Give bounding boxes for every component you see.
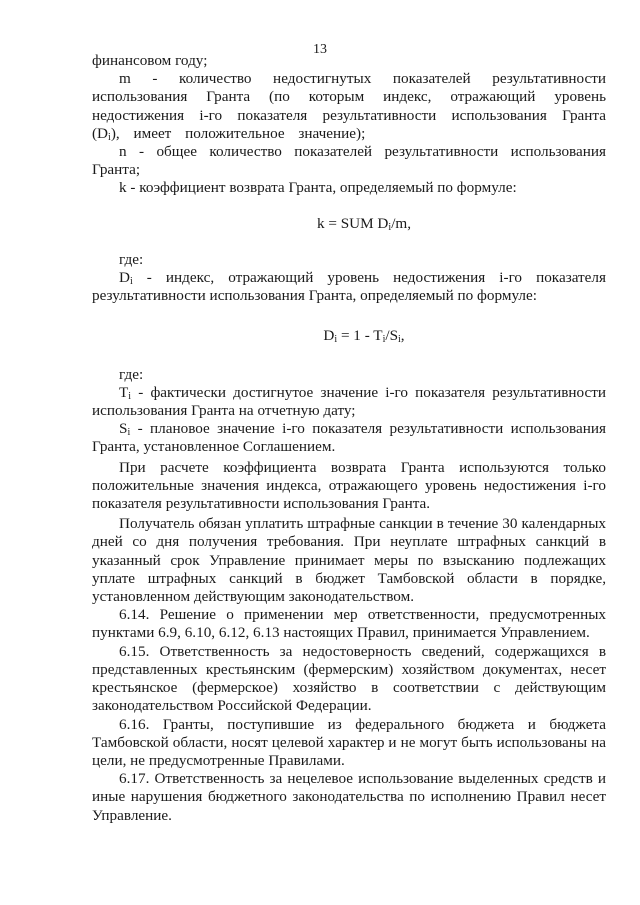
section-6-15: 6.15. Ответственность за недостоверность сведений, содержащихся в представленных крестьянским (фермерским) хозяйством документах, несет крестьянское (фермерское) хозяйство в соответствии с действующим законодательством Российской Федерации. xyxy=(92,642,606,715)
definition-k: k - коэффициент возврата Гранта, определяемый по формуле: xyxy=(119,179,517,197)
paragraph-calculation: При расчете коэффициента возврата Гранта используются только положительные значения индекса, отражающего уровень недостижения i-го показателя результативности использования Гранта. xyxy=(92,458,606,513)
where-label-2: где: xyxy=(119,365,144,383)
definition-m: m - количество недостигнутых показателей результативности использования Гранта (по которым индекс, отражающий уровень недостижения i-го показателя результативности использования Гранта $(D_i)$, имеет положительное значение); xyxy=(92,70,606,143)
definition-si: $S_i$ - плановое значение i-го показателя результативности использования Гранта, установленное Соглашением. xyxy=(92,420,606,456)
definition-di: $D_i$ - индекс, отражающий уровень недостижения i-го показателя результативности использования Гранта, определяемый по формуле: xyxy=(92,269,606,305)
section-6-16: 6.16. Гранты, поступившие из федерального бюджета и бюджета Тамбовской области, носят целевой характер и не могут быть использованы на цели, не предусмотренные Правилами. xyxy=(92,715,606,769)
page-number: 13 xyxy=(313,42,327,57)
formula-k: k = SUM $D_i/m$, xyxy=(316,214,412,233)
section-6-14: 6.14. Решение о применении мер ответственности, предусмотренных пунктами 6.9, 6.10, 6.12, 6.13 настоящих Правил, принимается Управлением. xyxy=(92,606,606,642)
paragraph-continuation: финансовом году; xyxy=(92,52,208,69)
paragraph-penalty: Получатель обязан уплатить штрафные санкции в течение 30 календарных дней со дня получения требования. При неуплате штрафных санкций в указанный срок Управление принимает меры по взысканию подлежащих уплате штрафных санкций в бюджет Тамбовской области в порядке, установленном действующим законодательством. xyxy=(92,515,606,606)
document-body xyxy=(92,52,606,825)
section-6-17: 6.17. Ответственность за нецелевое использование выделенных средств и иные нарушения бюджетного законодательства по исполнению Правил несет Управление. xyxy=(92,770,606,824)
definition-n: n - общее количество показателей результативности использования Гранта; xyxy=(92,143,606,179)
where-label-1: где: xyxy=(119,250,144,268)
formula-d: $D_i = 1 - T_i/S_i$, xyxy=(323,327,405,346)
definition-ti: $T_i$ - фактически достигнутое значение i-го показателя результативности использования Гранта на отчетную дату; xyxy=(92,383,606,420)
